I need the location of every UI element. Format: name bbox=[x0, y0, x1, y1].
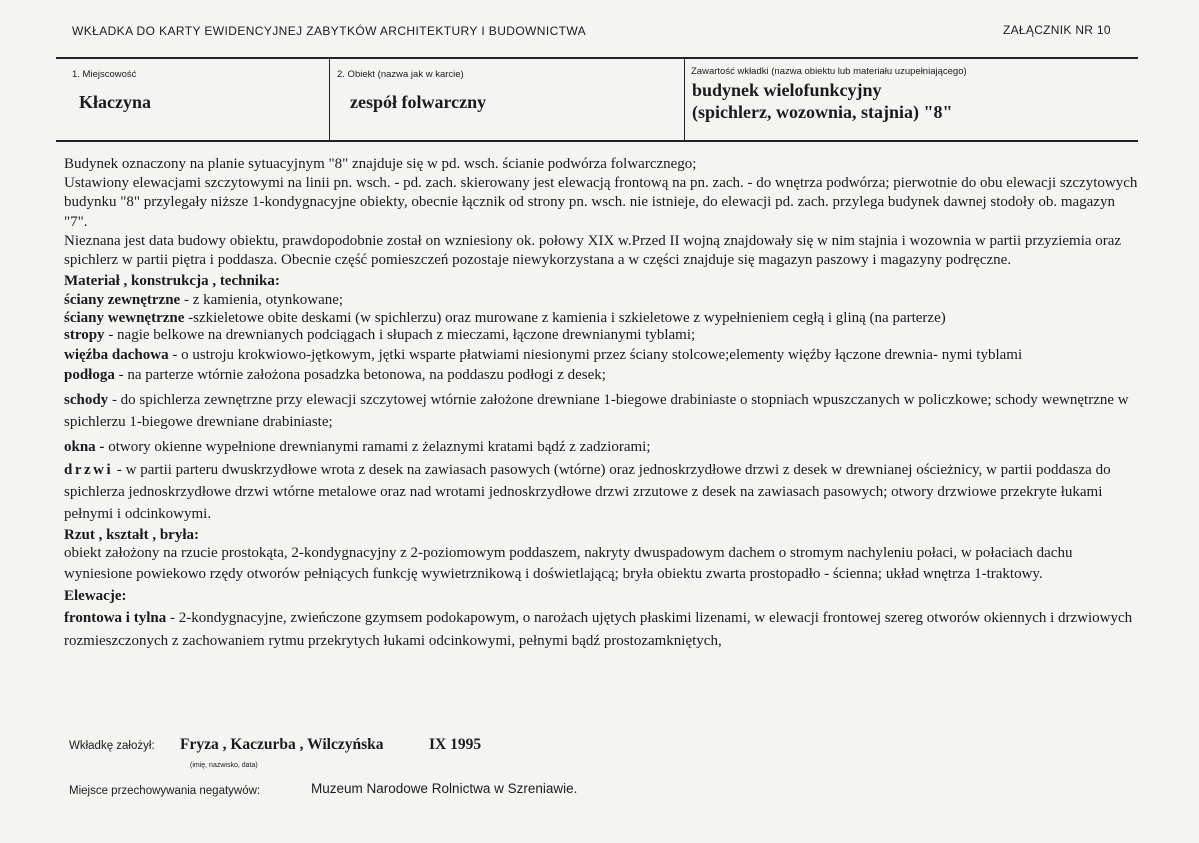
definition: - 2-kondygnacyjne, zwieńczone gzymsem podokapowym, o narożach ujętych płaskimi lizenami, w elewacji frontowej szereg otworów okiennych i drzwiowych rozmieszczonych z zachowaniem rytmu przekrytych łukami odcinkowymi, pełnymi bądź prostozamkniętych, bbox=[64, 610, 1133, 650]
term: okna - bbox=[64, 439, 105, 456]
divider-2 bbox=[684, 57, 685, 141]
material-item-stairs bbox=[64, 389, 1139, 433]
divider-1 bbox=[329, 57, 330, 141]
intro-paragraph: Nieznana jest data budowy obiektu, prawdopodobnie został on wzniesiony ok. połowy XIX w.Przed II wojną znajdowały się w nim stajnia i wozownia w partii przyziemia oraz spichlerz w partii piętra i poddasza. Obecnie część pomieszczeń pozostaje niewykorzystana a w części znajduje się magazyn paszowy i magazyny podręczne. bbox=[64, 232, 1122, 269]
annex-number: ZAŁĄCZNIK NR 10 bbox=[1003, 23, 1111, 37]
description-body bbox=[64, 155, 1139, 653]
material-item-doors bbox=[64, 459, 1139, 525]
shape-heading: Rzut , kształt , bryła: bbox=[64, 527, 199, 544]
prepared-by-label: Wkładkę założył: bbox=[69, 740, 155, 752]
material-item-windows bbox=[64, 436, 1139, 458]
definition: - do spichlerza zewnętrzne przy elewacji szczytowej wtórnie założone drewniane 1-biegowe drabiniaste o stopniach wpuszczanych w policzkowe; schody wewnętrzne w spichlerzu 1-biegowe drewniane drabiniaste; bbox=[64, 392, 1129, 431]
term: frontowa i tylna bbox=[64, 610, 167, 627]
top-rule bbox=[56, 57, 1138, 59]
material-item-walls-int bbox=[64, 311, 1139, 326]
term: ściany wewnętrzne bbox=[64, 309, 185, 326]
term: podłoga bbox=[64, 366, 115, 383]
form-title: WKŁADKA DO KARTY EWIDENCYJNEJ ZABYTKÓW ARCHITEKTURY I BUDOWNICTWA bbox=[72, 24, 587, 38]
elevations-item bbox=[64, 607, 1139, 653]
term: ściany zewnętrzne bbox=[64, 292, 181, 309]
material-item-floor bbox=[64, 366, 1139, 385]
authors-value: Fryza , Kaczurba , Wilczyńska bbox=[180, 736, 384, 753]
definition: - nagie belkowe na drewnianych podciągach i słupach z mieczami, łączone drewnianymi tyblami; bbox=[104, 326, 696, 343]
material-item-roof bbox=[64, 348, 1139, 363]
bottom-rule bbox=[56, 140, 1138, 142]
term: stropy bbox=[64, 326, 105, 343]
object-value: zespół folwarczny bbox=[350, 92, 487, 112]
definition: - z kamienia, otynkowane; bbox=[180, 292, 344, 309]
definition: otwory okienne wypełnione drewnianymi ramami z żelaznymi kratami bądź z zadziorami; bbox=[104, 439, 651, 456]
object-label: 2. Obiekt (nazwa jak w karcie) bbox=[337, 69, 464, 80]
content-value-line1: budynek wielofunkcyjny bbox=[692, 80, 882, 100]
term: więźba dachowa bbox=[64, 346, 169, 363]
content-label: Zawartość wkładki (nazwa obiektu lub materiału uzupełniającego) bbox=[691, 66, 967, 77]
locality-label: 1. Miejscowość bbox=[72, 69, 137, 80]
elevations-heading: Elewacje: bbox=[64, 588, 127, 605]
definition: - w partii parteru dwuskrzydłowe wrota z desek na zawiasach pasowych (wtórne) oraz jednoskrzydłowe drzwi z desek w drewnianej ościeżnicy, w partii poddasza do spichlerza jednoskrzydłowe drzwi wtórne metalowe oraz nad wrotami jednoskrzydłowe drzwi zrzutowe z desek na zawiasach pasowych; otwory drzwiowe przekryte łukami pełnymi i odcinkowymi. bbox=[64, 462, 1111, 523]
date-value: IX 1995 bbox=[429, 736, 482, 753]
term: schody bbox=[64, 392, 109, 409]
material-item-walls-ext bbox=[64, 291, 1139, 310]
intro-paragraph: Ustawiony elewacjami szczytowymi na linii pn. wsch. - pd. zach. skierowany jest elewacją frontową na pn. zach. - do wnętrza podwórza; pierwotnie do obu elewacji szczytowych budynku "8" przylegały niższe 1-kondygnacyjne obiekty, obecnie łącznik od strony pn. wsch. nie istnieje, do elewacji pd. zach. przylega budynek dawnej stodoły ob. magazyn "7". bbox=[64, 175, 1138, 230]
definition: - o ustroju krokwiowo-jętkowym, jętki wsparte płatwiami niesionymi przez ściany stolcowe;elementy więźby łączone drewnia- nymi tyblami bbox=[168, 346, 1023, 363]
material-heading: Materiał , konstrukcja , technika: bbox=[64, 273, 280, 290]
negatives-label: Miejsce przechowywania negatywów: bbox=[69, 785, 261, 797]
shape-text: obiekt założony na rzucie prostokąta, 2-kondygnacyjny z 2-poziomowym poddaszem, nakryty dwuspadowym dachem o stromym nachyleniu połaci, w połaciach dachu wyniesione powiekowo rzędy otworów pełniących funkcję wywietrznikową i doświetlającą; bryła obiektu zwarta prostopadło - ścienna; układ wnętrza 1-traktowy. bbox=[64, 545, 1073, 583]
material-item-ceilings bbox=[64, 326, 1139, 345]
prepared-by-hint: (imię, nazwisko, data) bbox=[190, 762, 258, 769]
negatives-value: Muzeum Narodowe Rolnictwa w Szreniawie. bbox=[311, 781, 578, 796]
locality-value: Kłaczyna bbox=[79, 92, 151, 112]
content-value-line2: (spichlerz, wozownia, stajnia) "8" bbox=[692, 102, 953, 122]
definition: - na parterze wtórnie założona posadzka betonowa, na poddaszu podłogi z desek; bbox=[114, 366, 606, 383]
definition: -szkieletowe obite deskami (w spichlerzu) oraz murowane z kamienia i szkieletowe z wypełnieniem cegłą i gliną (na parterze) bbox=[184, 309, 946, 326]
term: drzwi bbox=[64, 462, 114, 479]
intro-paragraph: Budynek oznaczony na planie sytuacyjnym "8" znajduje się w pd. wsch. ścianie podwórza folwarcznego; bbox=[64, 156, 697, 172]
